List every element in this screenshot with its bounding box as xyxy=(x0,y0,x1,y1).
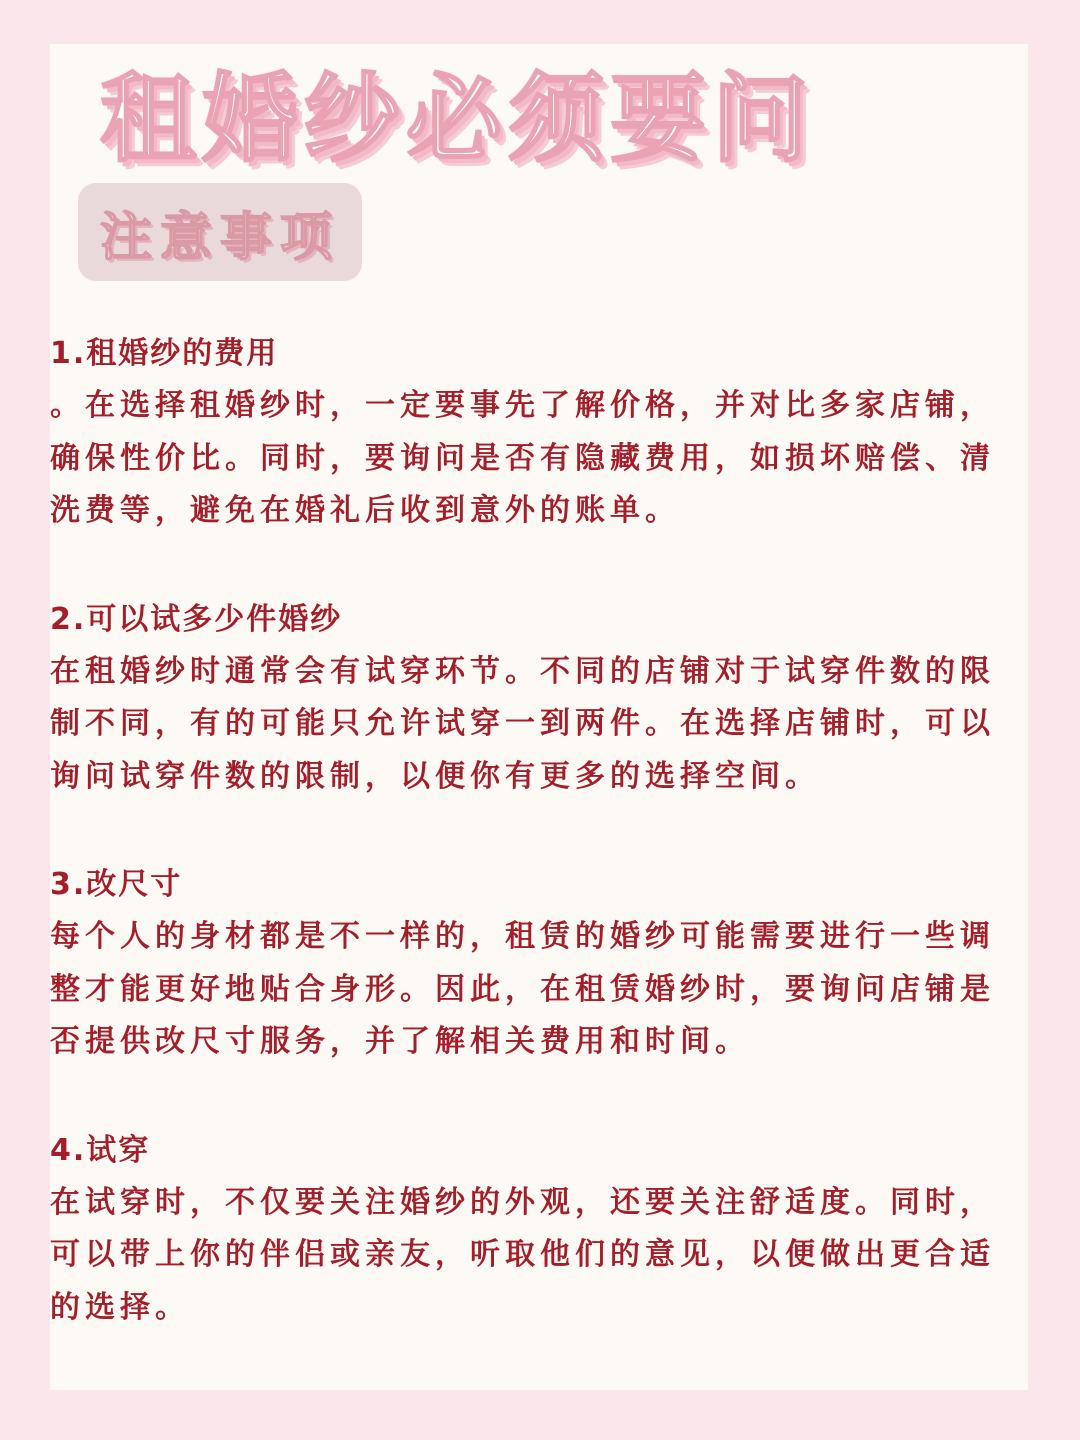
section-rental-fee xyxy=(50,328,1016,538)
section-alterations xyxy=(50,859,1016,1069)
section-heading: 2.可以试多少件婚纱 xyxy=(50,601,343,637)
section-try-on xyxy=(50,1125,1016,1335)
notice-badge-label: 注意事项 xyxy=(99,207,340,268)
section-heading: 3.改尺寸 xyxy=(50,867,183,902)
section-text: 在租婚纱时通常会有试穿环节。不同的店铺对于试穿件数的限制不同，有的可能只允许试穿一到两件。在选择店铺时，可以询问试穿件数的限制，以便你有更多的选择空间。 xyxy=(50,653,995,794)
section-text: 每个人的身材都是不一样的，租赁的婚纱可能需要进行一些调整才能更好地贴合身形。因此，在租赁婚纱时，要询问店铺是否提供改尺寸服务，并了解相关费用和时间。 xyxy=(50,919,995,1059)
article-body xyxy=(50,328,1016,1390)
section-heading: 1.租婚纱的费用 xyxy=(50,336,279,371)
section-text: 。在选择租婚纱时，一定要事先了解价格，并对比多家店铺，确保性价比。同时，要询问是否有隐藏费用，如损坏赔偿、清洗费等，避免在婚礼后收到意外的账单。 xyxy=(50,388,995,528)
section-text: 在试穿时，不仅要关注婚纱的外观，还要关注舒适度。同时，可以带上你的伴侣或亲友，听取他们的意见，以便做出更合适的选择。 xyxy=(50,1184,995,1325)
section-heading: 4.试穿 xyxy=(50,1132,151,1168)
page-title: 租婚纱必须要问 xyxy=(100,63,814,175)
notice-badge xyxy=(78,183,362,281)
section-try-on-count xyxy=(50,594,1016,804)
